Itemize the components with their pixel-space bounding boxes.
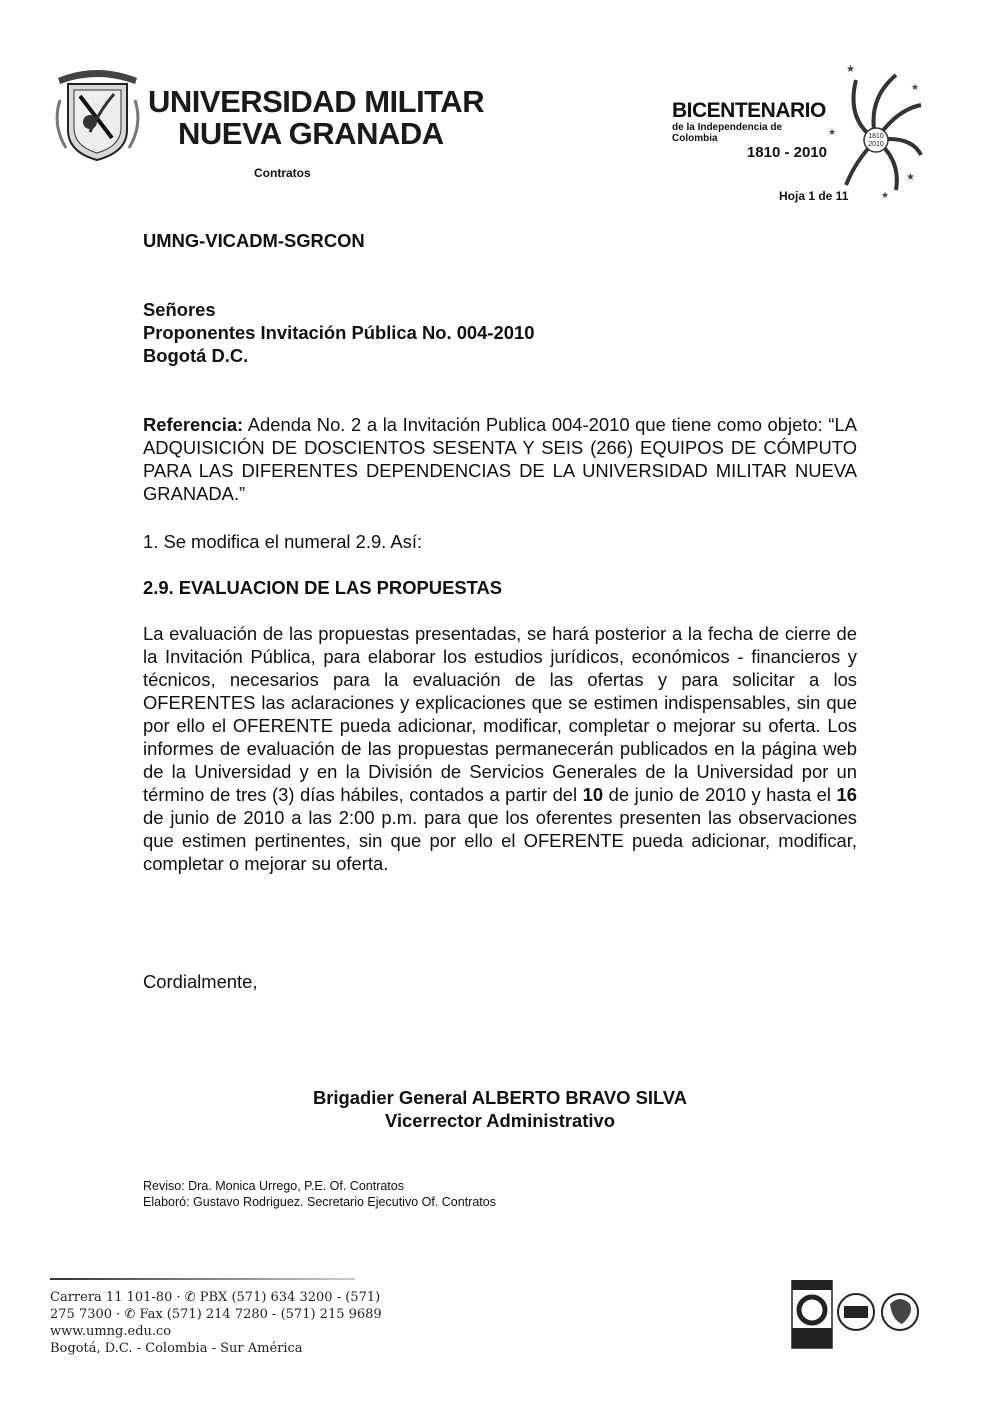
recipient-line2: Proponentes Invitación Pública No. 004-2010 [143, 322, 535, 343]
footer-website: www.umng.edu.co [50, 1324, 172, 1339]
svg-text:★: ★ [911, 82, 920, 92]
recipient-line3: Bogotá D.C. [143, 345, 249, 366]
icontec-certificate-icon [792, 1280, 832, 1348]
university-name-line2: NUEVA GRANADA [178, 116, 444, 151]
bicentennial-swirl-icon [826, 60, 926, 200]
body-text-part3: de junio de 2010 a las 2:00 p.m. para que los oferentes presenten las observaciones que estimen pertinentes, sin que por ello el OFERENTE pueda adicionar, modificar, completar o mejorar su oferta. [143, 807, 857, 874]
item-intro: 1. Se modifica el numeral 2.9. Así: [143, 531, 423, 552]
footer-divider [50, 1278, 355, 1280]
signature-block [143, 1086, 857, 1132]
svg-text:★: ★ [828, 127, 837, 137]
recipient-line1: Señores [143, 299, 216, 320]
body-paragraph [143, 622, 857, 875]
body-date-start: 10 [582, 784, 604, 805]
university-name-line1: UNIVERSIDAD MILITAR [148, 84, 485, 119]
bicentennial-years: 1810 - 2010 [746, 144, 827, 161]
body-date-end: 16 [836, 784, 857, 805]
iqnet-certificate-icon [838, 1294, 874, 1330]
footer-address [50, 1289, 382, 1357]
svg-text:★: ★ [846, 64, 855, 75]
page-indicator: Hoja 1 de 11 [779, 189, 849, 203]
section-title: 2.9. EVALUACION DE LAS PROPUESTAS [143, 577, 503, 598]
letter-code: UMNG-VICADM-SGRCON [143, 230, 365, 251]
body-text-part1: La evaluación de las propuestas presentadas, se hará posterior a la fecha de cierre de la Invitación Pública, para elaborar los estudios jurídicos, económicos - financieros y técnicos, necesarios para la evaluación de las ofertas y para solicitar a los OFERENTES las aclaraciones y explicaciones que se estimen indispensables, sin que por ello el OFERENTE pueda adicionar, modificar, completar o mejorar su oferta. Los informes de evaluación de las propuestas permanecerán publicados en la página web de la Universidad y en la División de Servicios Generales de la Universidad por un término de tres (3) días hábiles, contados a partir del [143, 623, 857, 805]
body-text-part2: de junio de 2010 y hasta el [603, 784, 837, 805]
reviewed-by: Reviso: Dra. Monica Urrego, P.E. Of. Contratos [143, 1179, 404, 1193]
svg-text:★: ★ [881, 190, 890, 200]
reference-paragraph [143, 413, 857, 505]
credits-block [143, 1178, 496, 1210]
university-name [148, 86, 484, 150]
svg-text:1810: 1810 [868, 133, 884, 140]
bicentennial-logo-text [672, 100, 827, 162]
department-label: Contratos [254, 166, 311, 180]
reference-text: Adenda No. 2 a la Invitación Publica 004-2010 que tiene como objeto: “LA ADQUISICIÓN DE DOSCIENTOS SESENTA Y SEIS (266) EQUIPOS DE CÓMPUTO PARA LAS DIFERENTES DEPENDENCIAS DE LA UNIVERSIDAD MILITAR NUEVA GRANADA.” [143, 414, 857, 504]
footer-address-line2: 275 7300 · ✆ Fax (571) 214 7280 - (571) 215 9689 [50, 1307, 382, 1322]
svg-text:★: ★ [906, 172, 915, 183]
bicentennial-title: BICENTENARIO [672, 99, 826, 122]
closing: Cordialmente, [143, 971, 258, 992]
footer-location: Bogotá, D.C. - Colombia - Sur América [50, 1341, 303, 1356]
footer-address-line1: Carrera 11 101-80 · ✆ PBX (571) 634 3200 - (571) [50, 1290, 381, 1305]
prepared-by: Elaboró: Gustavo Rodriguez. Secretario Ejecutivo Of. Contratos [143, 1195, 496, 1209]
certification-logos [790, 1280, 925, 1350]
reference-label: Referencia: [143, 414, 244, 435]
signer-name: Brigadier General ALBERTO BRAVO SILVA [312, 1087, 687, 1108]
svg-text:2010: 2010 [868, 141, 884, 148]
university-crest-logo [50, 60, 145, 165]
quality-seal-icon [882, 1294, 918, 1330]
recipient-block [143, 298, 857, 367]
signer-title: Vicerrector Administrativo [385, 1110, 615, 1131]
bicentennial-subtitle: de la Independencia de Colombia [672, 122, 783, 144]
